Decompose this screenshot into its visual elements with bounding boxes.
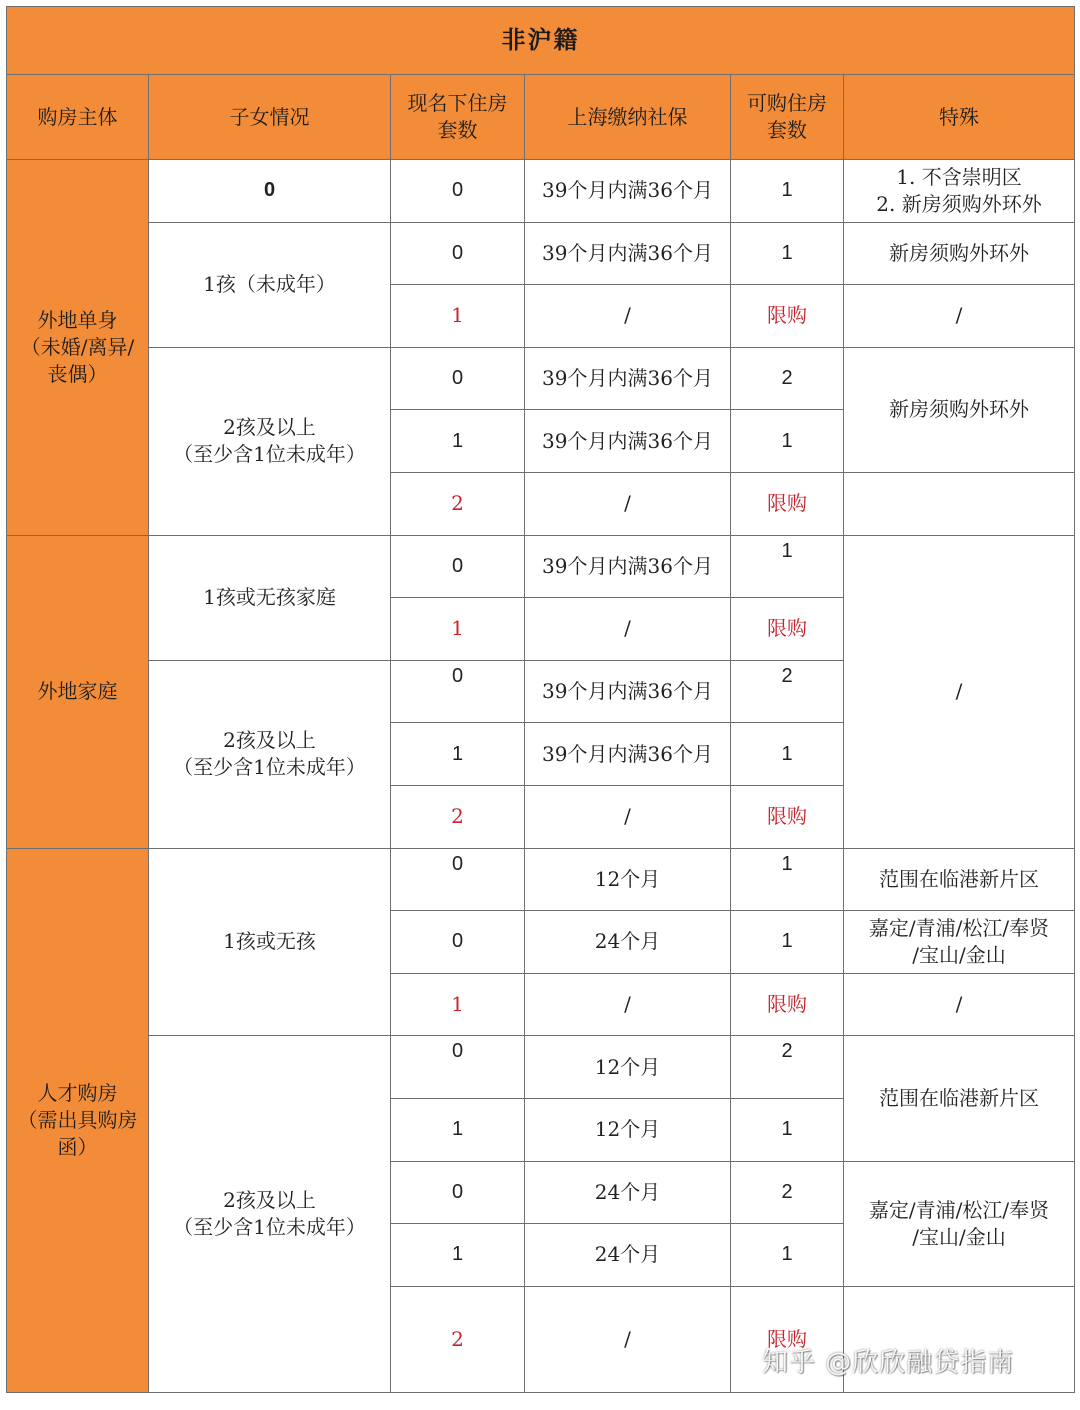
- special-cell: /: [844, 973, 1075, 1036]
- special-cell: /: [844, 535, 1075, 848]
- buyable-cell: 2: [731, 1161, 844, 1224]
- children-cell: 2孩及以上 （至少含1位未成年）: [149, 660, 391, 848]
- social-cell: 39个月内满36个月: [525, 660, 731, 723]
- children-cell: 1孩或无孩: [149, 848, 391, 1036]
- buyable-cell-restricted: 限购: [731, 1286, 844, 1392]
- owned-cell: 0: [391, 660, 525, 723]
- owned-cell: 1: [391, 723, 525, 786]
- special-cell: 新房须购外环外: [844, 222, 1075, 285]
- owned-cell: 0: [391, 160, 525, 223]
- special-cell: 新房须购外环外: [844, 347, 1075, 472]
- social-cell: 24个月: [525, 1161, 731, 1224]
- children-cell: 2孩及以上 （至少含1位未成年）: [149, 1036, 391, 1392]
- buyable-cell: 1: [731, 1098, 844, 1161]
- watermark: 知乎 @欣欣融贷指南: [762, 1348, 1015, 1378]
- owned-cell: 0: [391, 535, 525, 598]
- buyable-cell-restricted: 限购: [731, 285, 844, 348]
- table-title: 非沪籍: [7, 7, 1075, 75]
- owned-cell: 1: [391, 410, 525, 473]
- buyable-cell: 1: [731, 723, 844, 786]
- buyable-cell-restricted: 限购: [731, 598, 844, 661]
- buyable-cell: 1: [731, 160, 844, 223]
- social-cell: 24个月: [525, 1224, 731, 1287]
- children-cell: 2孩及以上 （至少含1位未成年）: [149, 347, 391, 535]
- subject-single: 外地单身 （未婚/离异/ 丧偶）: [7, 160, 149, 536]
- social-cell: 12个月: [525, 1036, 731, 1099]
- social-cell: /: [525, 1286, 731, 1392]
- subject-talent: 人才购房 （需出具购房 函）: [7, 848, 149, 1392]
- buyable-cell: 1: [731, 222, 844, 285]
- buyable-cell: 1: [731, 410, 844, 473]
- social-cell: /: [525, 598, 731, 661]
- social-cell: 39个月内满36个月: [525, 160, 731, 223]
- owned-cell: 0: [391, 347, 525, 410]
- owned-cell: 2: [391, 472, 525, 535]
- owned-cell: 0: [391, 1161, 525, 1224]
- policy-table-container: [6, 6, 1074, 1393]
- social-cell: 12个月: [525, 848, 731, 911]
- owned-cell: 2: [391, 785, 525, 848]
- owned-cell: 0: [391, 911, 525, 974]
- social-cell: 24个月: [525, 911, 731, 974]
- header-subject: 购房主体: [7, 75, 149, 160]
- special-cell: 范围在临港新片区: [844, 848, 1075, 911]
- social-cell: /: [525, 285, 731, 348]
- header-social: 上海缴纳社保: [525, 75, 731, 160]
- table-row: [7, 160, 1075, 223]
- table-row: [7, 347, 1075, 410]
- buyable-cell: 1: [731, 911, 844, 974]
- table-row: [7, 222, 1075, 285]
- buyable-cell: 1: [731, 848, 844, 911]
- header-children: 子女情况: [149, 75, 391, 160]
- buyable-cell: 2: [731, 660, 844, 723]
- children-cell: 1孩（未成年）: [149, 222, 391, 347]
- social-cell: 39个月内满36个月: [525, 723, 731, 786]
- owned-cell: 0: [391, 848, 525, 911]
- buyable-cell-restricted: 限购: [731, 973, 844, 1036]
- header-buyable: 可购住房 套数: [731, 75, 844, 160]
- special-cell: 嘉定/青浦/松江/奉贤 /宝山/金山: [844, 911, 1075, 974]
- children-cell: 1孩或无孩家庭: [149, 535, 391, 660]
- special-cell: 嘉定/青浦/松江/奉贤 /宝山/金山: [844, 1161, 1075, 1286]
- table-row: [7, 848, 1075, 911]
- social-cell: 39个月内满36个月: [525, 535, 731, 598]
- special-cell-empty: [844, 472, 1075, 535]
- owned-cell: 1: [391, 1098, 525, 1161]
- owned-cell: 0: [391, 1036, 525, 1099]
- owned-cell: 1: [391, 285, 525, 348]
- buyable-cell-restricted: 限购: [731, 785, 844, 848]
- subject-family: 外地家庭: [7, 535, 149, 848]
- owned-cell: 1: [391, 1224, 525, 1287]
- social-cell: 39个月内满36个月: [525, 410, 731, 473]
- social-cell: 39个月内满36个月: [525, 347, 731, 410]
- owned-cell: 1: [391, 973, 525, 1036]
- special-cell: 1. 不含崇明区 2. 新房须购外环外: [844, 160, 1075, 223]
- owned-cell: 1: [391, 598, 525, 661]
- social-cell: 39个月内满36个月: [525, 222, 731, 285]
- social-cell: 12个月: [525, 1098, 731, 1161]
- owned-cell: 2: [391, 1286, 525, 1392]
- owned-cell: 0: [391, 222, 525, 285]
- social-cell: /: [525, 472, 731, 535]
- social-cell: /: [525, 973, 731, 1036]
- special-cell: /: [844, 285, 1075, 348]
- special-cell: 范围在临港新片区: [844, 1036, 1075, 1161]
- children-cell: 0: [149, 160, 391, 223]
- buyable-cell: 2: [731, 347, 844, 410]
- header-owned: 现名下住房 套数: [391, 75, 525, 160]
- table-row: [7, 535, 1075, 598]
- buyable-cell-restricted: 限购: [731, 472, 844, 535]
- buyable-cell: 1: [731, 535, 844, 598]
- table-row: [7, 1036, 1075, 1099]
- buyable-cell: 2: [731, 1036, 844, 1099]
- header-special: 特殊: [844, 75, 1075, 160]
- social-cell: /: [525, 785, 731, 848]
- policy-table: [6, 6, 1075, 1393]
- buyable-cell: 1: [731, 1224, 844, 1287]
